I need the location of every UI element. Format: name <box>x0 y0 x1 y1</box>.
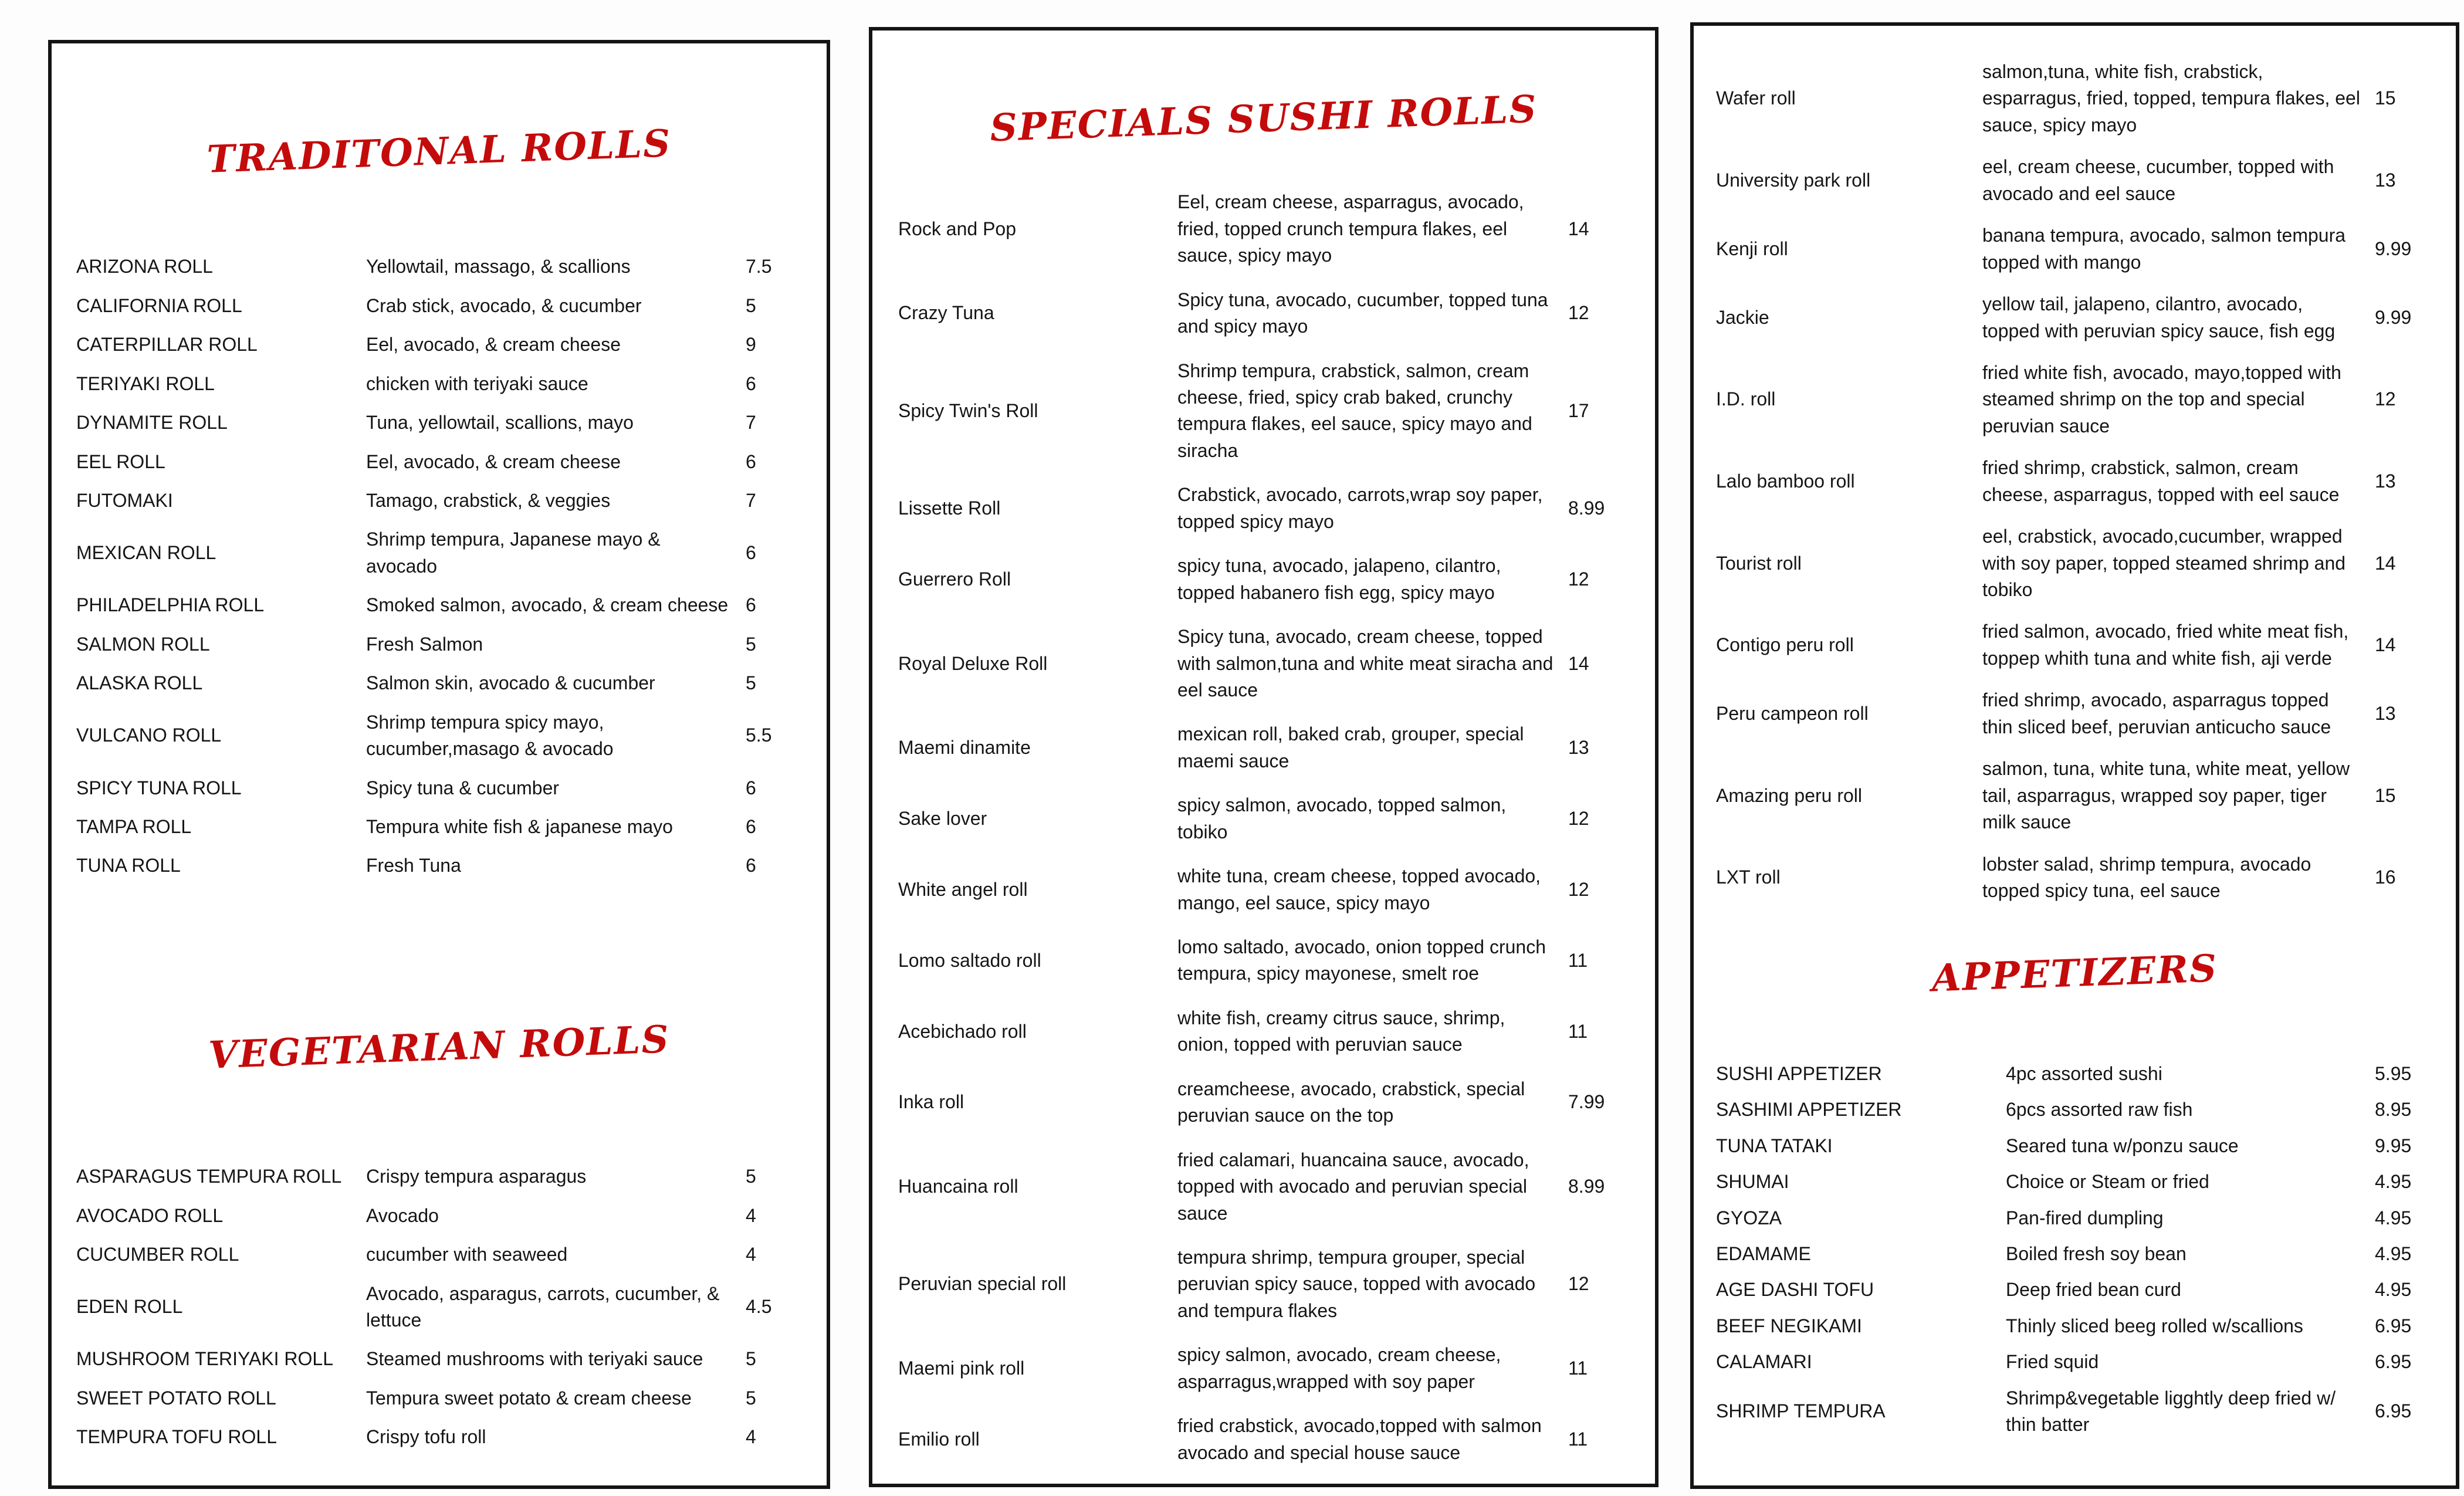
item-name: VULCANO ROLL <box>76 725 222 746</box>
item-description: fried salmon, avocado, fried white meat fish, toppep whith tuna and white fish, aji verde <box>1982 621 2349 669</box>
item-price: 7.5 <box>746 256 772 277</box>
item-name: Peru campeon roll <box>1716 703 1869 725</box>
item-description: Deep fried bean curd <box>2006 1279 2181 1301</box>
item-price: 5 <box>746 1348 756 1370</box>
menu-item-row <box>1716 851 2433 905</box>
menu-item-row <box>898 358 1629 465</box>
item-name: SHRIMP TEMPURA <box>1716 1400 1886 1422</box>
item-description: eel, crabstick, avocado,cucumber, wrapped with soy paper, topped steamed shrimp and tobiko <box>1982 526 2346 600</box>
item-description: Fresh Tuna <box>366 855 461 876</box>
item-price: 6.95 <box>2375 1315 2412 1336</box>
item-name: CATERPILLAR ROLL <box>76 334 258 356</box>
item-description: fried crabstick, avocado,topped with salmon avocado and special house sauce <box>1177 1415 1542 1463</box>
item-name: ARIZONA ROLL <box>76 256 213 277</box>
item-description: Avocado, asparagus, carrots, cucumber, & lettuce <box>366 1282 720 1331</box>
item-price: 5.5 <box>746 725 772 746</box>
item-name: Lomo saltado roll <box>898 949 1041 971</box>
menu-item-row <box>76 852 802 879</box>
item-price: 12 <box>1568 568 1589 590</box>
menu-item-row <box>898 624 1629 703</box>
item-name: White angel roll <box>898 878 1028 900</box>
item-price: 14 <box>2375 634 2396 656</box>
item-description: salmon,tuna, white fish, crabstick, esparragus, fried, topped, tempura flakes, eel sauce, spicy mayo <box>1982 61 2360 136</box>
item-name: Spicy Twin's Roll <box>898 400 1038 421</box>
item-description: Salmon skin, avocado & cucumber <box>366 672 655 694</box>
item-description: fried white fish, avocado, mayo,topped with steamed shrimp on the top and special peruvian sauce <box>1982 361 2341 436</box>
item-name: PHILADELPHIA ROLL <box>76 594 265 616</box>
menu-item-row <box>76 371 802 397</box>
item-name: DYNAMITE ROLL <box>76 412 228 434</box>
item-description: Choice or Steam or fried <box>2006 1171 2209 1193</box>
menu-item-row <box>898 553 1629 606</box>
menu-item-row <box>898 721 1629 774</box>
item-description: Shrimp tempura spicy mayo, cucumber,masago & avocado <box>366 711 614 760</box>
menu-item-row <box>1716 1205 2433 1231</box>
item-price: 6 <box>746 373 756 394</box>
item-price: 8.99 <box>1568 1176 1605 1197</box>
item-price: 14 <box>1568 218 1589 239</box>
item-description: Smoked salmon, avocado, & cream cheese <box>366 594 729 616</box>
menu-item-row <box>1716 756 2433 835</box>
item-name: AVOCADO ROLL <box>76 1204 224 1226</box>
item-price: 11 <box>1568 1428 1588 1450</box>
item-price: 11 <box>1568 949 1588 971</box>
item-name: Amazing peru roll <box>1716 784 1862 806</box>
menu-item-row <box>1716 1277 2433 1303</box>
item-price: 7 <box>746 490 756 512</box>
item-name: Maemi dinamite <box>898 737 1031 759</box>
item-price: 5 <box>746 295 756 316</box>
item-price: 5 <box>746 1387 756 1409</box>
menu-item-row <box>898 287 1629 340</box>
item-name: TERIYAKI ROLL <box>76 373 215 394</box>
item-name: ALASKA ROLL <box>76 672 203 694</box>
item-description: white fish, creamy citrus sauce, shrimp, onion, topped with peruvian sauce <box>1177 1007 1505 1055</box>
item-description: lobster salad, shrimp tempura, avocado topped spicy tuna, eel sauce <box>1982 853 2311 901</box>
item-name: Tourist roll <box>1716 552 1802 574</box>
item-name: EDAMAME <box>1716 1243 1811 1264</box>
item-description: fried calamari, huancaina sauce, avocado, topped with avocado and peruvian special sauce <box>1177 1149 1529 1224</box>
item-description: spicy salmon, avocado, cream cheese, asparragus,wrapped with soy paper <box>1177 1344 1501 1392</box>
item-description: salmon, tuna, white tuna, white meat, yellow tail, asparragus, wrapped soy paper, tiger milk sauce <box>1982 758 2350 833</box>
item-name: MUSHROOM TERIYAKI ROLL <box>76 1348 333 1370</box>
item-name: Sake lover <box>898 807 987 829</box>
item-price: 13 <box>2375 703 2396 725</box>
menu-item-row <box>898 1244 1629 1324</box>
item-description: Crabstick, avocado, carrots,wrap soy paper, topped spicy mayo <box>1177 484 1543 532</box>
menu-item-row <box>1716 1313 2433 1339</box>
section-title-vegetarian-rolls: VEGETARIAN ROLLS <box>208 1017 671 1078</box>
menu-item-row <box>1716 291 2433 344</box>
menu-item-row <box>76 814 802 840</box>
menu-item-row <box>898 863 1629 916</box>
menu-item-row <box>1716 455 2433 508</box>
menu-panel-traditional-vegetarian <box>48 40 830 1489</box>
item-name: SUSHI APPETIZER <box>1716 1062 1882 1084</box>
item-description: Shrimp tempura, Japanese mayo & avocado <box>366 529 661 577</box>
item-price: 12 <box>1568 807 1589 829</box>
menu-item-row <box>1716 1133 2433 1159</box>
menu-item-row <box>1716 1169 2433 1195</box>
item-price: 5 <box>746 1166 756 1187</box>
item-description: 6pcs assorted raw fish <box>2006 1099 2193 1121</box>
item-price: 9.99 <box>2375 306 2412 328</box>
item-description: Shrimp&vegetable ligghtly deep fried w/ thin batter <box>2006 1387 2336 1436</box>
item-description: lomo saltado, avocado, onion topped crunch tempura, spicy mayonese, smelt roe <box>1177 936 1546 984</box>
menu-item-row <box>76 331 802 358</box>
menu-item-row <box>898 792 1629 845</box>
menu-item-row <box>898 1005 1629 1058</box>
item-name: Rock and Pop <box>898 218 1017 239</box>
item-name: AGE DASHI TOFU <box>1716 1279 1874 1301</box>
item-name: Huancaina roll <box>898 1176 1018 1197</box>
menu-item-row <box>76 488 802 514</box>
item-price: 7 <box>746 412 756 434</box>
menu-item-row <box>76 253 802 280</box>
menu-panel-specials <box>869 27 1659 1487</box>
item-price: 5 <box>746 633 756 655</box>
item-price: 13 <box>1568 737 1589 759</box>
item-description: Shrimp tempura, crabstick, salmon, cream cheese, fried, spicy crab baked, crunchy tempura flakes, eel sauce, spicy mayo and siracha <box>1177 360 1532 461</box>
item-name: Acebichado roll <box>898 1020 1027 1042</box>
menu-item-row <box>76 1424 802 1450</box>
section-title-traditional-rolls: TRADITONAL ROLLS <box>206 121 672 182</box>
item-name: FUTOMAKI <box>76 490 173 512</box>
item-price: 4 <box>746 1426 756 1448</box>
item-description: mexican roll, baked crab, grouper, special maemi sauce <box>1177 723 1524 771</box>
item-name: TUNA ROLL <box>76 855 181 876</box>
item-description: 4pc assorted sushi <box>2006 1062 2162 1084</box>
item-price: 7.99 <box>1568 1091 1605 1113</box>
item-name: Lissette Roll <box>898 497 1001 519</box>
item-description: Tamago, crabstick, & veggies <box>366 490 611 512</box>
menu-item-row <box>1716 59 2433 138</box>
menu-item-row <box>76 709 802 763</box>
menu-item-row <box>898 189 1629 269</box>
item-description: white tuna, cream cheese, topped avocado, mango, eel sauce, spicy mayo <box>1177 865 1541 913</box>
item-description: fried shrimp, crabstick, salmon, cream cheese, asparragus, topped with eel sauce <box>1982 457 2340 505</box>
item-description: spicy salmon, avocado, topped salmon, tobiko <box>1177 794 1507 842</box>
item-description: Spicy tuna, avocado, cucumber, topped tuna and spicy mayo <box>1177 289 1548 337</box>
item-name: TEMPURA TOFU ROLL <box>76 1426 277 1448</box>
item-description: Crispy tofu roll <box>366 1426 486 1448</box>
item-name: Peruvian special roll <box>898 1273 1067 1295</box>
menu-panel-continued-appetizers <box>1690 22 2459 1489</box>
item-description: Eel, avocado, & cream cheese <box>366 334 621 356</box>
menu-item-row <box>76 449 802 475</box>
item-price: 13 <box>2375 170 2396 191</box>
item-price: 9.99 <box>2375 238 2412 259</box>
menu-item-row <box>898 1413 1629 1466</box>
menu-item-row <box>76 1163 802 1190</box>
item-name: I.D. roll <box>1716 388 1776 410</box>
item-name: GYOZA <box>1716 1207 1782 1228</box>
item-description: Fried squid <box>2006 1351 2099 1373</box>
menu-item-row <box>76 1241 802 1268</box>
menu-item-row <box>898 1147 1629 1227</box>
item-description: Spicy tuna, avocado, cream cheese, topped with salmon,tuna and white meat siracha and eel sauce <box>1177 626 1553 700</box>
menu-item-row <box>76 1281 802 1334</box>
menu-item-row <box>1716 222 2433 276</box>
menu-item-row <box>76 1203 802 1229</box>
item-description: Tempura white fish & japanese mayo <box>366 815 673 837</box>
item-name: MEXICAN ROLL <box>76 542 216 564</box>
menu-item-row <box>76 670 802 696</box>
menu-section-appetizers <box>1716 946 2433 1438</box>
menu-item-row <box>898 1076 1629 1129</box>
item-name: EEL ROLL <box>76 451 165 472</box>
item-name: Inka roll <box>898 1091 964 1113</box>
menu-section-traditional-rolls <box>76 121 802 879</box>
item-price: 11 <box>1568 1357 1588 1379</box>
item-price: 6 <box>746 594 756 616</box>
menu-item-row <box>76 592 802 618</box>
section-title-specials-sushi-rolls: SPECIALS SUSHI ROLLS <box>989 87 1538 151</box>
item-name: TUNA TATAKI <box>1716 1135 1833 1156</box>
item-name: Contigo peru roll <box>1716 634 1854 656</box>
item-price: 4.95 <box>2375 1243 2412 1264</box>
item-price: 4.95 <box>2375 1171 2412 1193</box>
item-name: SHUMAI <box>1716 1171 1789 1193</box>
menu-item-row <box>1716 1061 2433 1087</box>
item-name: CALIFORNIA ROLL <box>76 295 242 316</box>
item-description: creamcheese, avocado, crabstick, special peruvian sauce on the top <box>1177 1078 1525 1126</box>
menu-item-row <box>1716 523 2433 603</box>
item-name: SALMON ROLL <box>76 633 210 655</box>
item-name: Lalo bamboo roll <box>1716 470 1855 492</box>
item-price: 9 <box>746 334 756 356</box>
item-name: SWEET POTATO ROLL <box>76 1387 276 1409</box>
item-name: Jackie <box>1716 306 1769 328</box>
item-description: Seared tuna w/ponzu sauce <box>2006 1135 2239 1156</box>
item-price: 11 <box>1568 1020 1588 1042</box>
item-name: Kenji roll <box>1716 238 1788 259</box>
item-price: 12 <box>1568 302 1589 324</box>
item-name: SASHIMI APPETIZER <box>1716 1099 1902 1121</box>
menu-section-specials-sushi-rolls <box>898 87 1629 1466</box>
menu-item-row <box>76 526 802 580</box>
item-price: 15 <box>2375 784 2396 806</box>
item-description: fried shrimp, avocado, asparragus topped thin sliced beef, peruvian anticucho sauce <box>1982 689 2331 737</box>
menu-section-specials-continued <box>1716 26 2433 904</box>
item-name: CUCUMBER ROLL <box>76 1244 239 1265</box>
item-name: BEEF NEGIKAMI <box>1716 1315 1862 1336</box>
menu-item-row <box>898 482 1629 535</box>
menu-item-row <box>1716 1349 2433 1375</box>
menu-item-row <box>76 631 802 658</box>
item-name: EDEN ROLL <box>76 1296 183 1318</box>
menu-item-row <box>1716 1385 2433 1439</box>
item-price: 14 <box>1568 652 1589 674</box>
menu-item-row <box>1716 1096 2433 1123</box>
item-description: banana tempura, avocado, salmon tempura topped with mango <box>1982 225 2346 273</box>
item-price: 8.99 <box>1568 497 1605 519</box>
item-price: 16 <box>2375 867 2396 888</box>
item-description: Crispy tempura asparagus <box>366 1166 587 1187</box>
item-name: TAMPA ROLL <box>76 815 192 837</box>
item-price: 15 <box>2375 87 2396 109</box>
item-description: Fresh Salmon <box>366 633 483 655</box>
item-price: 4 <box>746 1244 756 1265</box>
item-description: Eel, cream cheese, asparragus, avocado, fried, topped crunch tempura flakes, eel sauce, spicy mayo <box>1177 191 1524 266</box>
item-description: Tempura sweet potato & cream cheese <box>366 1387 692 1409</box>
item-price: 8.95 <box>2375 1099 2412 1121</box>
menu-item-row <box>1716 1241 2433 1267</box>
item-price: 14 <box>2375 552 2396 574</box>
menu-item-row <box>76 1385 802 1412</box>
item-name: Emilio roll <box>898 1428 980 1450</box>
section-title-appetizers: APPETIZERS <box>1931 946 2219 1001</box>
item-name: SPICY TUNA ROLL <box>76 777 242 798</box>
item-price: 4.95 <box>2375 1279 2412 1301</box>
item-description: Pan-fired dumpling <box>2006 1207 2164 1228</box>
item-price: 12 <box>2375 388 2396 410</box>
item-price: 6.95 <box>2375 1400 2412 1422</box>
item-price: 4.5 <box>746 1296 772 1318</box>
menu-item-row <box>76 409 802 436</box>
menu-item-row <box>1716 618 2433 672</box>
item-description: Boiled fresh soy bean <box>2006 1243 2187 1264</box>
item-name: Maemi pink roll <box>898 1357 1025 1379</box>
item-price: 12 <box>1568 1273 1589 1295</box>
item-description: Tuna, yellowtail, scallions, mayo <box>366 412 634 434</box>
item-description: spicy tuna, avocado, jalapeno, cilantro, topped habanero fish egg, spicy mayo <box>1177 555 1501 603</box>
item-name: LXT roll <box>1716 867 1781 888</box>
menu-item-row <box>1716 687 2433 740</box>
menu-section-vegetarian-rolls <box>76 1017 802 1451</box>
item-name: CALAMARI <box>1716 1351 1812 1373</box>
item-price: 6 <box>746 777 756 798</box>
item-description: yellow tail, jalapeno, cilantro, avocado, topped with peruvian spicy sauce, fish egg <box>1982 293 2336 341</box>
item-price: 12 <box>1568 878 1589 900</box>
item-price: 13 <box>2375 470 2396 492</box>
item-name: University park roll <box>1716 170 1871 191</box>
item-description: Eel, avocado, & cream cheese <box>366 451 621 472</box>
item-price: 6 <box>746 542 756 564</box>
item-description: tempura shrimp, tempura grouper, special peruvian spicy sauce, topped with avocado and tempura flakes <box>1177 1246 1536 1321</box>
item-price: 17 <box>1568 400 1589 421</box>
item-description: Spicy tuna & cucumber <box>366 777 560 798</box>
menu-item-row <box>76 293 802 319</box>
item-price: 6.95 <box>2375 1351 2412 1373</box>
item-price: 4 <box>746 1204 756 1226</box>
item-price: 6 <box>746 855 756 876</box>
item-name: ASPARAGUS TEMPURA ROLL <box>76 1166 342 1187</box>
item-description: cucumber with seaweed <box>366 1244 568 1265</box>
item-name: Guerrero Roll <box>898 568 1011 590</box>
menu-item-row <box>898 1342 1629 1395</box>
item-price: 9.95 <box>2375 1135 2412 1156</box>
item-price: 5.95 <box>2375 1062 2412 1084</box>
menu-item-row <box>1716 154 2433 207</box>
item-description: Yellowtail, massago, & scallions <box>366 256 631 277</box>
item-price: 5 <box>746 672 756 694</box>
item-description: Crab stick, avocado, & cucumber <box>366 295 642 316</box>
menu-item-row <box>898 934 1629 987</box>
item-name: Crazy Tuna <box>898 302 994 324</box>
item-name: Wafer roll <box>1716 87 1796 109</box>
item-price: 4.95 <box>2375 1207 2412 1228</box>
item-description: Steamed mushrooms with teriyaki sauce <box>366 1348 703 1370</box>
item-description: chicken with teriyaki sauce <box>366 373 588 394</box>
item-description: Thinly sliced beeg rolled w/scallions <box>2006 1315 2303 1336</box>
item-price: 6 <box>746 451 756 472</box>
menu-item-row <box>76 775 802 801</box>
menu-item-row <box>1716 360 2433 439</box>
item-name: Royal Deluxe Roll <box>898 652 1048 674</box>
menu-item-row <box>76 1346 802 1372</box>
item-description: eel, cream cheese, cucumber, topped with avocado and eel sauce <box>1982 156 2334 204</box>
item-price: 6 <box>746 815 756 837</box>
item-description: Avocado <box>366 1204 439 1226</box>
